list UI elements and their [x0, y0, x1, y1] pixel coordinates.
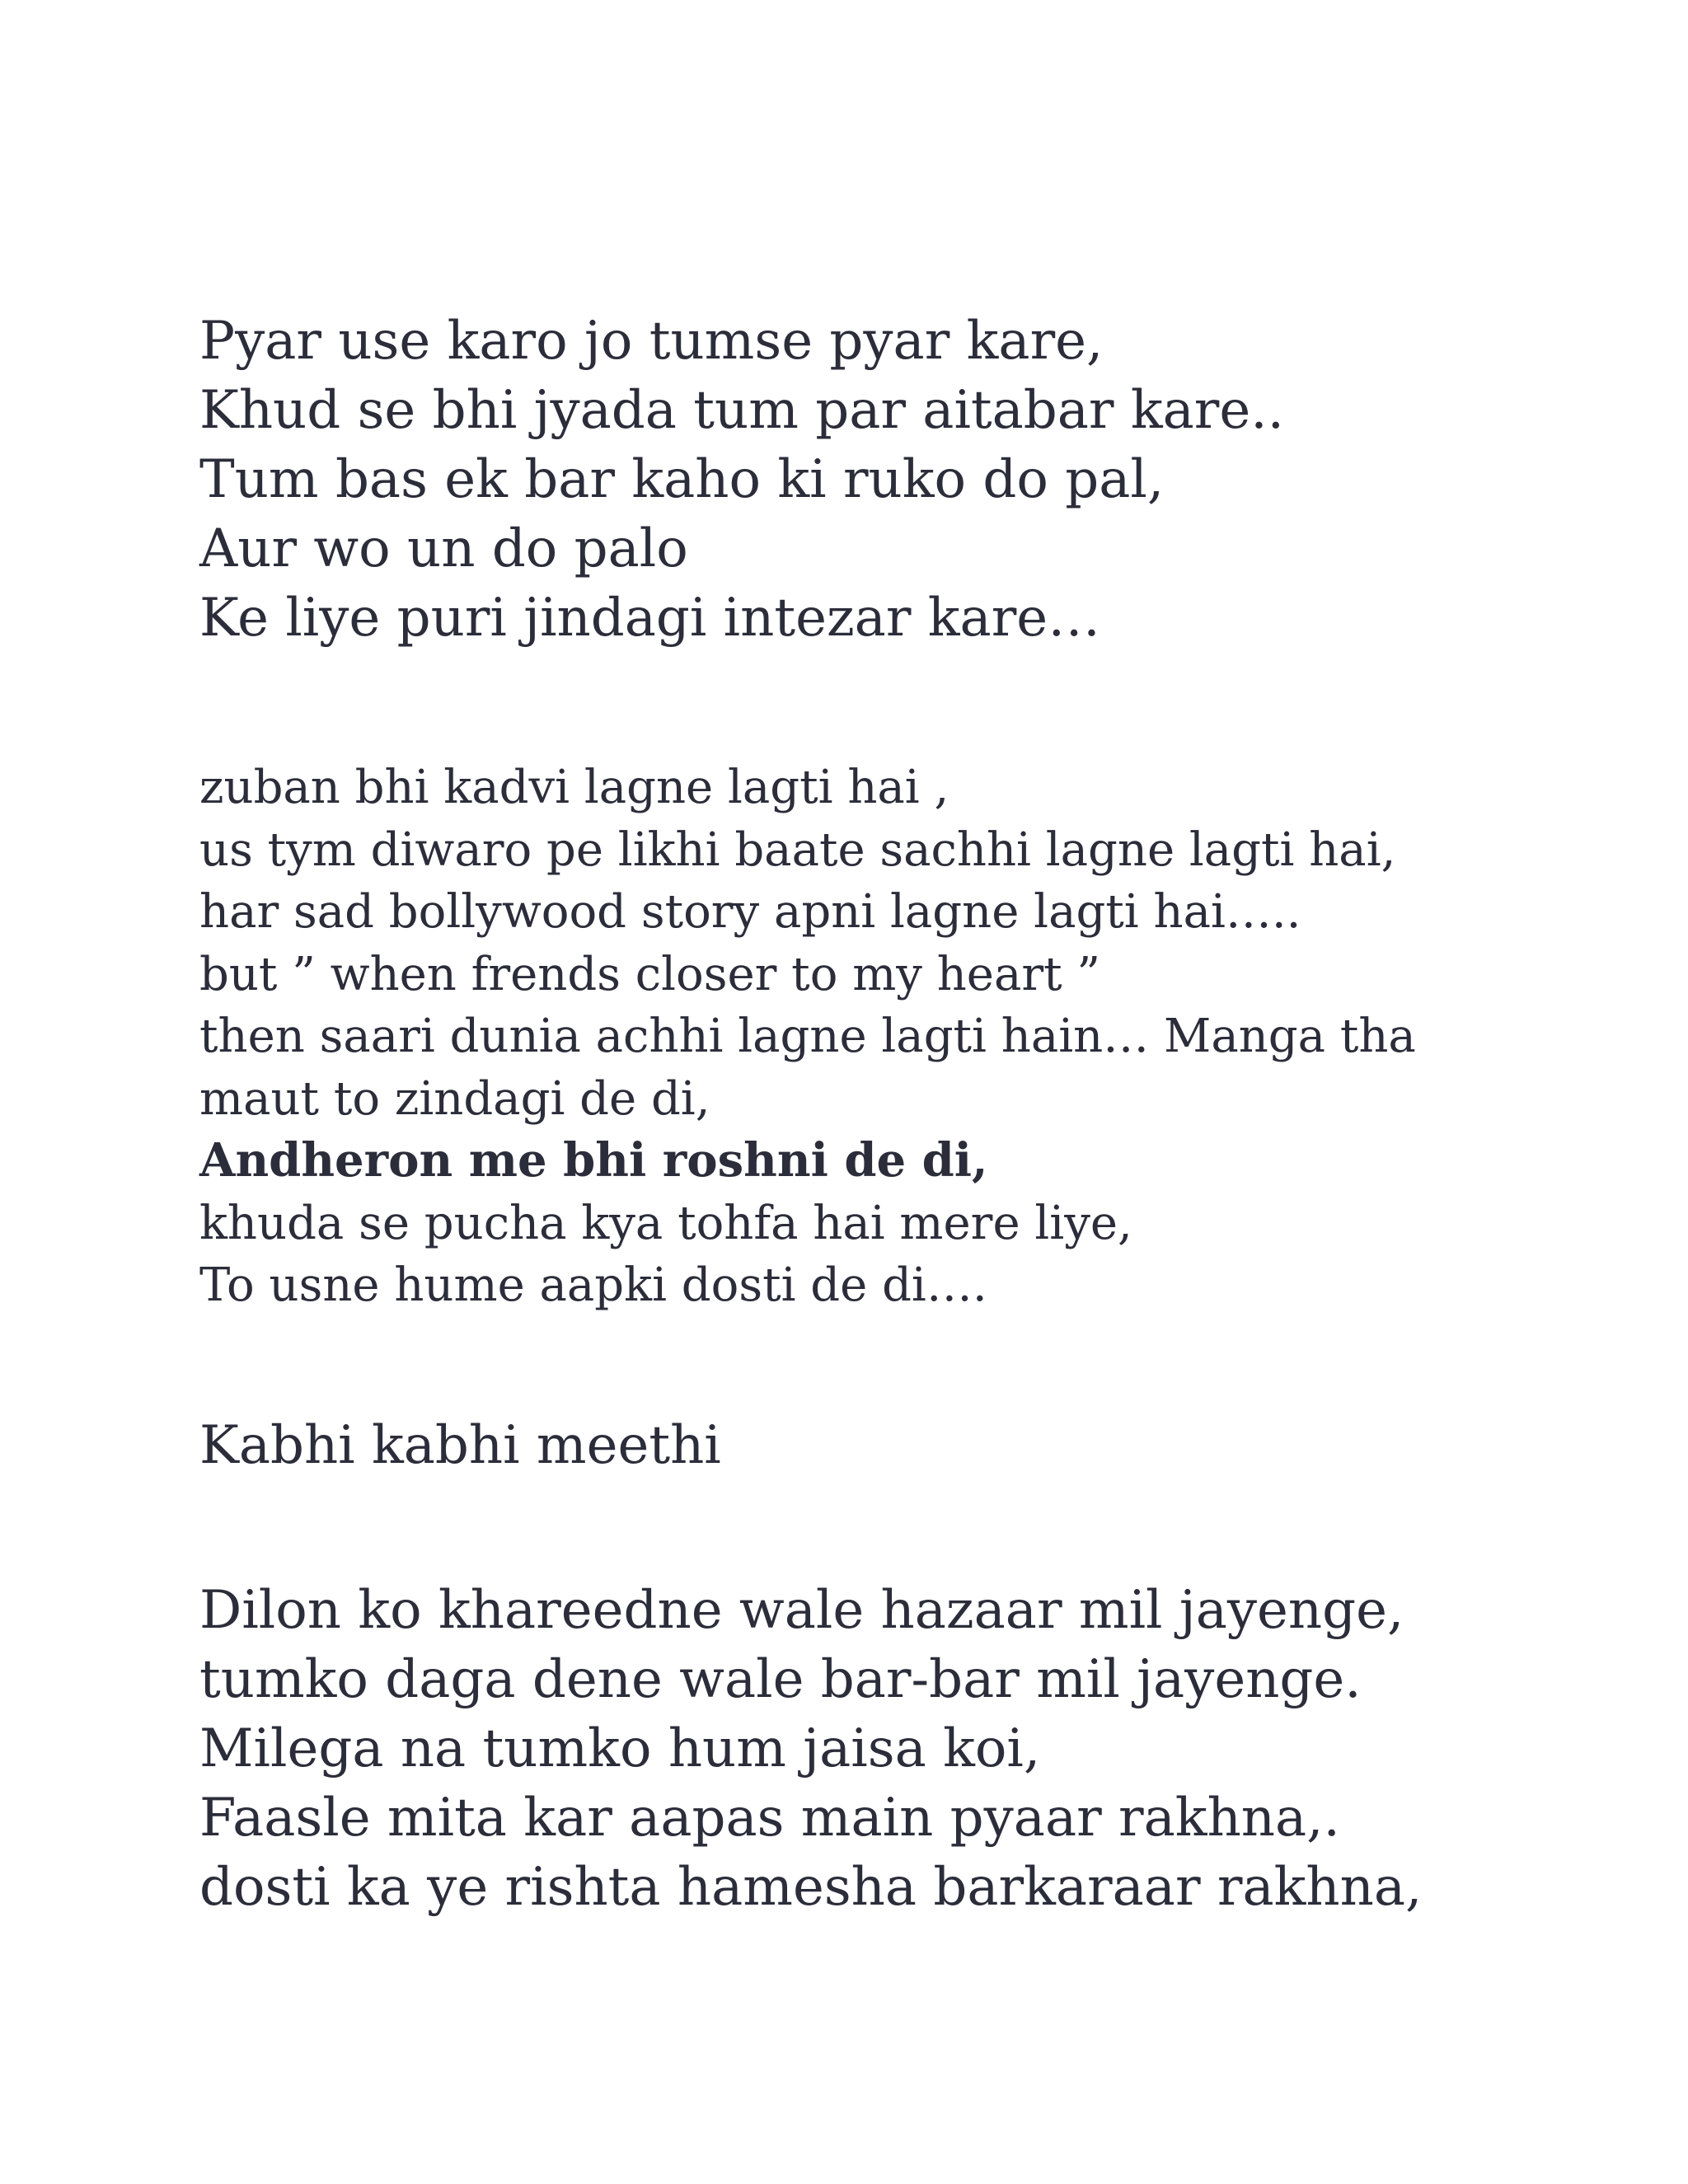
poem-line: us tym diwaro pe likhi baate sachhi lagne lagti hai,	[199, 823, 1396, 877]
poem-line: Ke liye puri jindagi intezar kare…	[199, 588, 1101, 649]
poem-stanza-3	[199, 1411, 721, 1480]
poem-line: Kabhi kabhi meethi	[199, 1415, 721, 1476]
poem-line: Dilon ko khareedne wale hazaar mil jayenge,	[199, 1580, 1404, 1641]
poem-line: Milega na tumko hum jaisa koi,	[199, 1718, 1041, 1779]
poem-stanza-4	[199, 1576, 1422, 1922]
poem-line: Pyar use karo jo tumse pyar kare,	[199, 311, 1104, 372]
poem-line: zuban bhi kadvi lagne lagti hai ,	[199, 761, 950, 814]
poem-line: dosti ka ye rishta hamesha barkaraar rakhna,	[199, 1857, 1423, 1918]
poem-line: then saari dunia achhi lagne lagti hain… Manga tha	[199, 1010, 1416, 1063]
poem-stanza-2	[199, 757, 1416, 1317]
poem-line: maut to zindagi de di,	[199, 1071, 710, 1126]
poem-line: To usne hume aapki dosti de di….	[199, 1258, 987, 1312]
poem-line: Khud se bhi jyada tum par aitabar kare..	[199, 380, 1284, 441]
poem-line: tumko daga dene wale bar-bar mil jayenge.	[199, 1649, 1362, 1710]
poem-stanza-1	[199, 307, 1284, 653]
poem-line: har sad bollywood story apni lagne lagti hai…..	[199, 885, 1301, 939]
poem-line-bold: Andheron me bhi roshni de di,	[199, 1133, 988, 1188]
poem-line: Faasle mita kar aapas main pyaar rakhna,.	[199, 1788, 1340, 1849]
poem-line: Tum bas ek bar kaho ki ruko do pal,	[199, 449, 1165, 510]
poem-line: but ” when frends closer to my heart ”	[199, 947, 1101, 1001]
poem-line: Aur wo un do palo	[199, 518, 688, 579]
poem-line: khuda se pucha kya tohfa hai mere liye,	[199, 1196, 1132, 1250]
